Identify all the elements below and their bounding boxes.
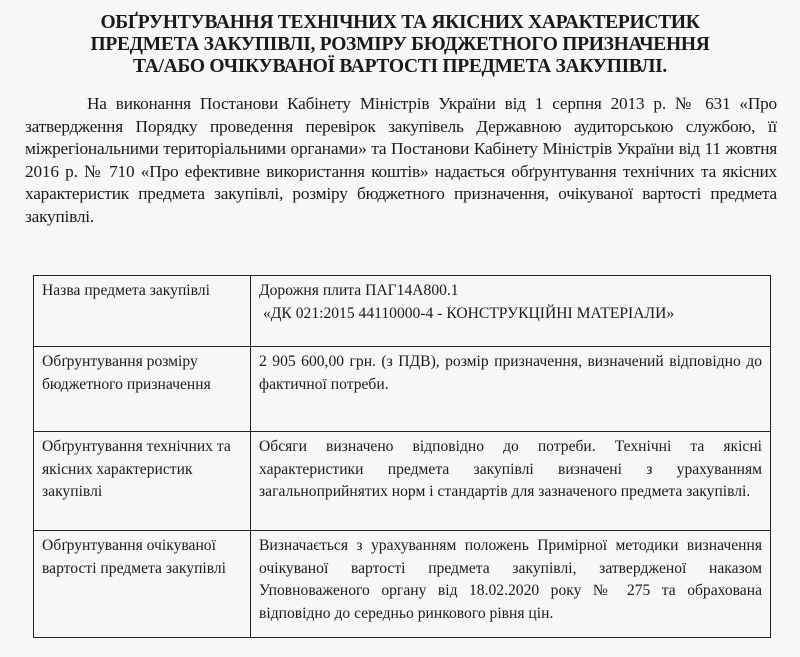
title-line: ТА/АБО ОЧІКУВАНОЇ ВАРТОСТІ ПРЕДМЕТА ЗАКУПІВЛІ.: [133, 56, 667, 77]
table-row: [34, 432, 771, 531]
intro-paragraph: На виконання Постанови Кабінету Міністрів України від 1 серпня 2013 р. № 631 «Про затвердження Порядку проведення перевірок закупівель Державною аудиторською службою, її міжрегіональними територіальними органами» та Постанови Кабінету Міністрів України від 11 жовтня 2016 р. № 710 «Про ефективне використання коштів» надається обґрунтування технічних та якісних характеристик предмета закупівлі, розміру бюджетного призначення, очікуваної вартості предмета закупівлі.: [25, 94, 777, 226]
procurement-justification-table: [33, 275, 771, 638]
document-title: [0, 12, 800, 78]
row-label: Обґрунтування розміру бюджетного призначення: [34, 347, 251, 432]
row-value: 2 905 600,00 грн. (з ПДВ), розмір призначення, визначений відповідно до фактичної потреби.: [251, 347, 771, 432]
row-value: Визначається з урахуванням положень Примірної методики визначення очікуваної вартості предмета закупівлі, затвердженої наказом Уповноваженого органу від 18.02.2020 року № 275 та обрахована відповідно до середньо ринкового рівня цін.: [251, 531, 771, 638]
item-classifier: «ДК 021:2015 44110000-4 - КОНСТРУКЦІЙНІ МАТЕРІАЛИ»: [263, 304, 675, 322]
row-label: Обґрунтування технічних та якісних характеристик закупівлі: [34, 432, 251, 531]
item-name: Дорожня плита ПАГ14А800.1: [259, 282, 459, 299]
table-row: [34, 347, 771, 432]
intro-section: [25, 93, 777, 229]
row-label: Обґрунтування очікуваної вартості предмета закупівлі: [34, 531, 251, 638]
row-value: [251, 276, 771, 347]
title-line: ПРЕДМЕТА ЗАКУПІВЛІ, РОЗМІРУ БЮДЖЕТНОГО ПРИЗНАЧЕННЯ: [90, 34, 710, 55]
table-row: [34, 276, 771, 347]
table-row: [34, 531, 771, 638]
row-value: Обсяги визначено відповідно до потреби. Технічні та якісні характеристики предмета закупівлі визначені з урахуванням загальноприйнятих норм і стандартів для зазначеного предмета закупівлі.: [251, 432, 771, 531]
row-label: Назва предмета закупівлі: [34, 276, 251, 347]
title-line: ОБҐРУНТУВАННЯ ТЕХНІЧНИХ ТА ЯКІСНИХ ХАРАКТЕРИСТИК: [100, 12, 700, 33]
